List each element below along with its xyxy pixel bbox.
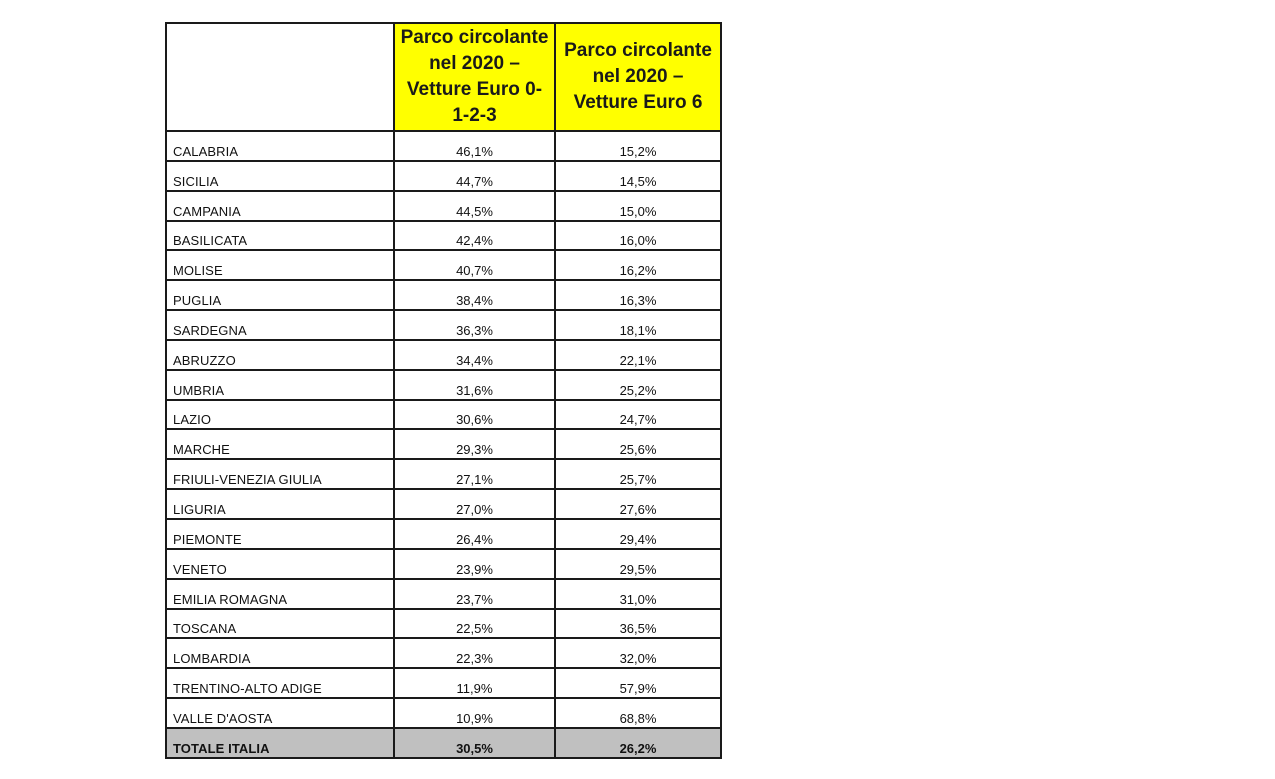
- data-table: [165, 22, 722, 759]
- total-label: TOTALE ITALIA: [166, 728, 394, 758]
- euro-0-1-2-3-cell: 22,3%: [394, 638, 555, 668]
- euro-6-cell: 57,9%: [555, 668, 721, 698]
- total-row: [166, 728, 721, 758]
- table-row: [166, 161, 721, 191]
- region-cell: MOLISE: [166, 250, 394, 280]
- euro-0-1-2-3-cell: 27,1%: [394, 459, 555, 489]
- region-cell: UMBRIA: [166, 370, 394, 400]
- region-cell: ABRUZZO: [166, 340, 394, 370]
- euro-6-cell: 16,2%: [555, 250, 721, 280]
- table-row: [166, 549, 721, 579]
- header-row: [166, 23, 721, 131]
- region-cell: LIGURIA: [166, 489, 394, 519]
- table-row: [166, 221, 721, 251]
- region-cell: MARCHE: [166, 429, 394, 459]
- region-cell: CALABRIA: [166, 131, 394, 161]
- euro-6-cell: 16,0%: [555, 221, 721, 251]
- header-euro-6: Parco circolante nel 2020 – Vetture Euro 6: [555, 23, 721, 131]
- euro-6-cell: 25,7%: [555, 459, 721, 489]
- euro-0-1-2-3-cell: 44,7%: [394, 161, 555, 191]
- euro-0-1-2-3-cell: 10,9%: [394, 698, 555, 728]
- euro-0-1-2-3-cell: 29,3%: [394, 429, 555, 459]
- region-cell: LOMBARDIA: [166, 638, 394, 668]
- euro-6-cell: 29,4%: [555, 519, 721, 549]
- euro-0-1-2-3-cell: 22,5%: [394, 609, 555, 639]
- table-row: [166, 609, 721, 639]
- euro-6-cell: 29,5%: [555, 549, 721, 579]
- euro-0-1-2-3-cell: 36,3%: [394, 310, 555, 340]
- euro-6-cell: 25,6%: [555, 429, 721, 459]
- euro-0-1-2-3-cell: 31,6%: [394, 370, 555, 400]
- euro-6-cell: 27,6%: [555, 489, 721, 519]
- header-region: [166, 23, 394, 131]
- table-row: [166, 280, 721, 310]
- euro-0-1-2-3-cell: 42,4%: [394, 221, 555, 251]
- euro-6-cell: 15,2%: [555, 131, 721, 161]
- euro-6-cell: 22,1%: [555, 340, 721, 370]
- table-row: [166, 489, 721, 519]
- euro-6-cell: 31,0%: [555, 579, 721, 609]
- euro-6-cell: 36,5%: [555, 609, 721, 639]
- table-row: [166, 131, 721, 161]
- table-row: [166, 400, 721, 430]
- table-row: [166, 638, 721, 668]
- table-row: [166, 340, 721, 370]
- table-row: [166, 668, 721, 698]
- region-cell: SICILIA: [166, 161, 394, 191]
- euro-6-cell: 18,1%: [555, 310, 721, 340]
- euro-0-1-2-3-cell: 44,5%: [394, 191, 555, 221]
- table-row: [166, 429, 721, 459]
- region-cell: EMILIA ROMAGNA: [166, 579, 394, 609]
- region-cell: TOSCANA: [166, 609, 394, 639]
- table-row: [166, 459, 721, 489]
- euro-0-1-2-3-cell: 23,7%: [394, 579, 555, 609]
- euro-6-cell: 16,3%: [555, 280, 721, 310]
- euro-0-1-2-3-cell: 30,6%: [394, 400, 555, 430]
- euro-0-1-2-3-cell: 11,9%: [394, 668, 555, 698]
- euro-0-1-2-3-cell: 38,4%: [394, 280, 555, 310]
- table-row: [166, 310, 721, 340]
- table-row: [166, 370, 721, 400]
- euro-6-cell: 25,2%: [555, 370, 721, 400]
- region-cell: VALLE D'AOSTA: [166, 698, 394, 728]
- euro-0-1-2-3-cell: 26,4%: [394, 519, 555, 549]
- total-euro-0-1-2-3: 30,5%: [394, 728, 555, 758]
- region-cell: LAZIO: [166, 400, 394, 430]
- euro-6-cell: 15,0%: [555, 191, 721, 221]
- table-row: [166, 191, 721, 221]
- header-euro-0-1-2-3: Parco circolante nel 2020 – Vetture Euro 0-1-2-3: [394, 23, 555, 131]
- region-cell: PIEMONTE: [166, 519, 394, 549]
- euro-0-1-2-3-cell: 27,0%: [394, 489, 555, 519]
- table-row: [166, 250, 721, 280]
- euro-0-1-2-3-cell: 46,1%: [394, 131, 555, 161]
- region-cell: SARDEGNA: [166, 310, 394, 340]
- euro-0-1-2-3-cell: 40,7%: [394, 250, 555, 280]
- euro-0-1-2-3-cell: 23,9%: [394, 549, 555, 579]
- table-row: [166, 579, 721, 609]
- euro-6-cell: 24,7%: [555, 400, 721, 430]
- total-euro-6: 26,2%: [555, 728, 721, 758]
- region-cell: PUGLIA: [166, 280, 394, 310]
- region-cell: VENETO: [166, 549, 394, 579]
- euro-0-1-2-3-cell: 34,4%: [394, 340, 555, 370]
- region-cell: FRIULI-VENEZIA GIULIA: [166, 459, 394, 489]
- euro-6-cell: 32,0%: [555, 638, 721, 668]
- region-cell: CAMPANIA: [166, 191, 394, 221]
- region-cell: BASILICATA: [166, 221, 394, 251]
- region-cell: TRENTINO-ALTO ADIGE: [166, 668, 394, 698]
- table-row: [166, 698, 721, 728]
- euro-6-cell: 68,8%: [555, 698, 721, 728]
- euro-6-cell: 14,5%: [555, 161, 721, 191]
- table-row: [166, 519, 721, 549]
